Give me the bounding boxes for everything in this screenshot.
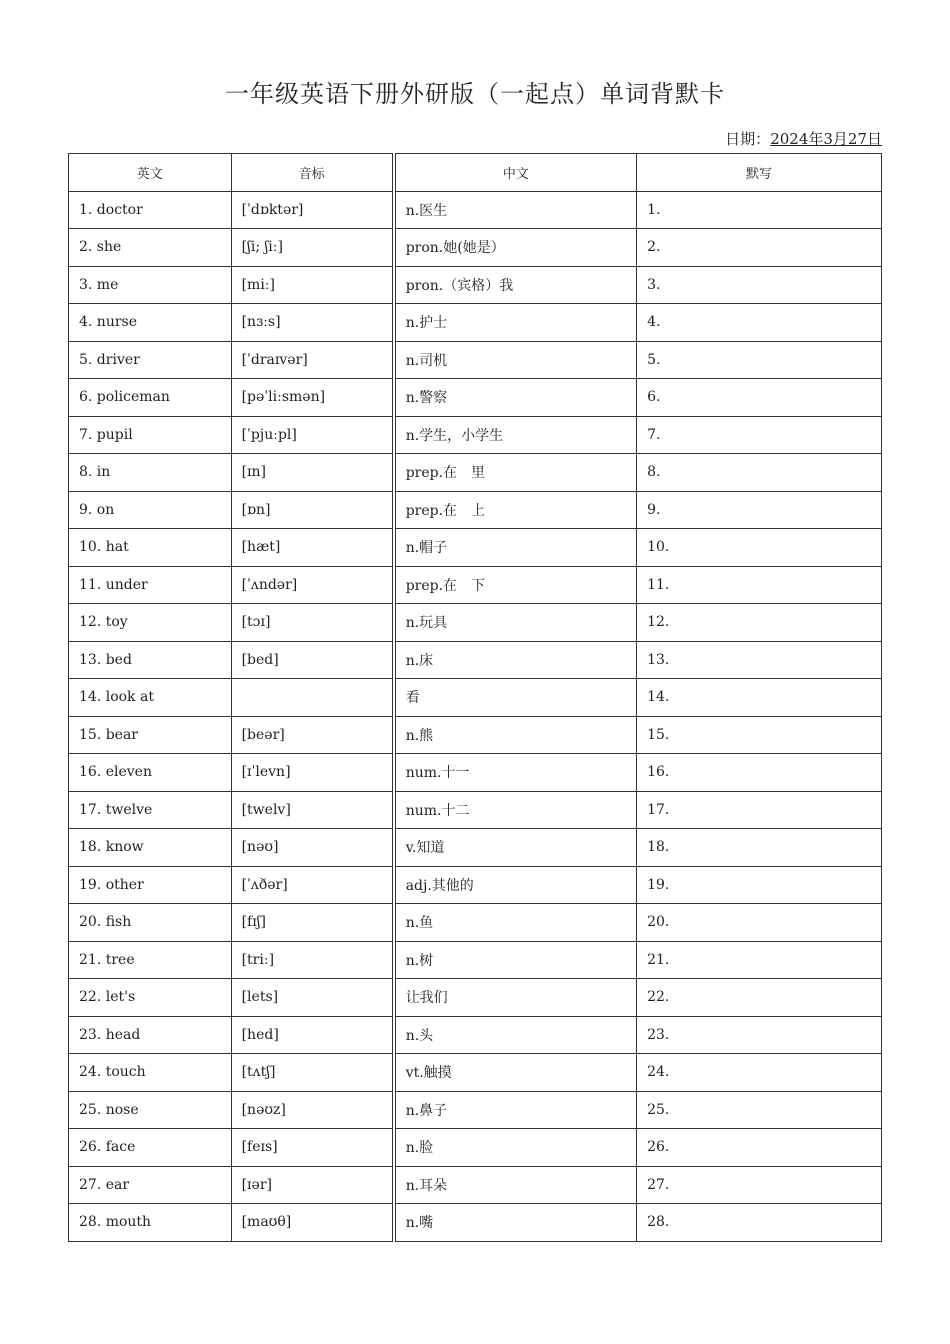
word-cell: 19. other [69,866,232,904]
meaning-cell: n.司机 [394,341,637,379]
meaning-cell: n.学生，小学生 [394,416,637,454]
table-row [69,829,882,867]
phonetic-cell: [ˈdɒktər] [231,191,394,229]
dictation-cell: 22. [637,979,882,1017]
dictation-cell: 1. [637,191,882,229]
dictation-cell: 16. [637,754,882,792]
phonetic-cell: [tɔɪ] [231,604,394,642]
date-line [725,128,882,149]
dictation-cell: 13. [637,641,882,679]
dictation-cell: 20. [637,904,882,942]
dictation-cell: 19. [637,866,882,904]
phonetic-cell: [nəʊ] [231,829,394,867]
table-row [69,1091,882,1129]
word-cell: 23. head [69,1016,232,1054]
meaning-cell: num.十一 [394,754,637,792]
meaning-cell: n.耳朵 [394,1166,637,1204]
word-cell: 22. let's [69,979,232,1017]
table-row [69,191,882,229]
phonetic-cell: [ˈpjuːpl] [231,416,394,454]
dictation-cell: 18. [637,829,882,867]
table-header-row [69,154,882,192]
meaning-cell: prep.在 上 [394,491,637,529]
word-cell: 1. doctor [69,191,232,229]
meaning-cell: pron.（宾格）我 [394,266,637,304]
table-row [69,529,882,567]
table-row [69,754,882,792]
word-cell: 26. face [69,1129,232,1167]
word-cell: 10. hat [69,529,232,567]
table-row [69,604,882,642]
header-english: 英文 [69,154,232,192]
word-cell: 28. mouth [69,1204,232,1242]
vocabulary-table [68,153,882,1242]
meaning-cell: pron.她(她是） [394,229,637,267]
meaning-cell: n.头 [394,1016,637,1054]
dictation-cell: 21. [637,941,882,979]
word-cell: 7. pupil [69,416,232,454]
page-title: 一年级英语下册外研版（一起点）单词背默卡 [225,80,725,108]
table-row [69,941,882,979]
dictation-cell: 5. [637,341,882,379]
word-cell: 25. nose [69,1091,232,1129]
meaning-cell: n.鱼 [394,904,637,942]
word-cell: 3. me [69,266,232,304]
dictation-cell: 9. [637,491,882,529]
phonetic-cell: [fɪʃ] [231,904,394,942]
dictation-cell: 28. [637,1204,882,1242]
phonetic-cell: [ɪər] [231,1166,394,1204]
header-dictation: 默写 [637,154,882,192]
table-row [69,304,882,342]
phonetic-cell: [tʌtʃ] [231,1054,394,1092]
table-row [69,716,882,754]
dictation-cell: 2. [637,229,882,267]
word-cell: 16. eleven [69,754,232,792]
table-row [69,491,882,529]
meaning-cell: prep.在 里 [394,454,637,492]
phonetic-cell: [miː] [231,266,394,304]
word-cell: 5. driver [69,341,232,379]
phonetic-cell: [beər] [231,716,394,754]
table-row [69,979,882,1017]
phonetic-cell [231,679,394,717]
table-row [69,866,882,904]
table-row [69,454,882,492]
word-cell: 18. know [69,829,232,867]
meaning-cell: n.脸 [394,1129,637,1167]
phonetic-cell: [ɒn] [231,491,394,529]
dictation-cell: 25. [637,1091,882,1129]
dictation-cell: 15. [637,716,882,754]
table-row [69,341,882,379]
meaning-cell: n.玩具 [394,604,637,642]
phonetic-cell: [hæt] [231,529,394,567]
dictation-cell: 24. [637,1054,882,1092]
word-cell: 17. twelve [69,791,232,829]
dictation-cell: 6. [637,379,882,417]
phonetic-cell: [maʊθ] [231,1204,394,1242]
table-row [69,266,882,304]
phonetic-cell: [ɪn] [231,454,394,492]
dictation-cell: 8. [637,454,882,492]
word-cell: 24. touch [69,1054,232,1092]
table-row [69,416,882,454]
dictation-cell: 7. [637,416,882,454]
word-cell: 9. on [69,491,232,529]
meaning-cell: n.医生 [394,191,637,229]
phonetic-cell: [lets] [231,979,394,1017]
meaning-cell: n.树 [394,941,637,979]
table-row [69,1166,882,1204]
word-cell: 27. ear [69,1166,232,1204]
meaning-cell: n.护士 [394,304,637,342]
date-value: 2024年3月27日 [770,130,882,148]
meaning-cell: 让我们 [394,979,637,1017]
phonetic-cell: [nəʊz] [231,1091,394,1129]
table-row [69,1054,882,1092]
header-chinese: 中文 [394,154,637,192]
dictation-cell: 10. [637,529,882,567]
dictation-cell: 4. [637,304,882,342]
meaning-cell: adj.其他的 [394,866,637,904]
phonetic-cell: [pəˈliːsmən] [231,379,394,417]
table-row [69,229,882,267]
table-row [69,679,882,717]
phonetic-cell: [twelv] [231,791,394,829]
meaning-cell: num.十二 [394,791,637,829]
date-label: 日期： [725,130,771,148]
word-cell: 13. bed [69,641,232,679]
meaning-cell: 看 [394,679,637,717]
dictation-cell: 11. [637,566,882,604]
phonetic-cell: [hed] [231,1016,394,1054]
dictation-cell: 26. [637,1129,882,1167]
word-cell: 6. policeman [69,379,232,417]
dictation-cell: 23. [637,1016,882,1054]
word-cell: 11. under [69,566,232,604]
word-cell: 8. in [69,454,232,492]
phonetic-cell: [nɜːs] [231,304,394,342]
dictation-cell: 12. [637,604,882,642]
meaning-cell: v.知道 [394,829,637,867]
meaning-cell: n.嘴 [394,1204,637,1242]
table-row [69,1016,882,1054]
meaning-cell: n.鼻子 [394,1091,637,1129]
word-cell: 2. she [69,229,232,267]
dictation-cell: 14. [637,679,882,717]
table-row [69,904,882,942]
table-row [69,791,882,829]
dictation-cell: 3. [637,266,882,304]
table-row [69,566,882,604]
word-cell: 20. fish [69,904,232,942]
phonetic-cell: [ˈʌðər] [231,866,394,904]
phonetic-cell: [ʃi; ʃiː] [231,229,394,267]
phonetic-cell: [feɪs] [231,1129,394,1167]
phonetic-cell: [triː] [231,941,394,979]
word-cell: 15. bear [69,716,232,754]
meaning-cell: n.床 [394,641,637,679]
word-cell: 14. look at [69,679,232,717]
phonetic-cell: [ˈʌndər] [231,566,394,604]
header-phonetic: 音标 [231,154,394,192]
word-cell: 21. tree [69,941,232,979]
meaning-cell: vt.触摸 [394,1054,637,1092]
table-row [69,1204,882,1242]
phonetic-cell: [ɪˈlevn] [231,754,394,792]
word-cell: 4. nurse [69,304,232,342]
dictation-cell: 27. [637,1166,882,1204]
table-row [69,641,882,679]
phonetic-cell: [ˈdraɪvər] [231,341,394,379]
word-cell: 12. toy [69,604,232,642]
phonetic-cell: [bed] [231,641,394,679]
meaning-cell: n.帽子 [394,529,637,567]
meaning-cell: n.警察 [394,379,637,417]
meaning-cell: n.熊 [394,716,637,754]
table-row [69,379,882,417]
meaning-cell: prep.在 下 [394,566,637,604]
dictation-cell: 17. [637,791,882,829]
table-row [69,1129,882,1167]
